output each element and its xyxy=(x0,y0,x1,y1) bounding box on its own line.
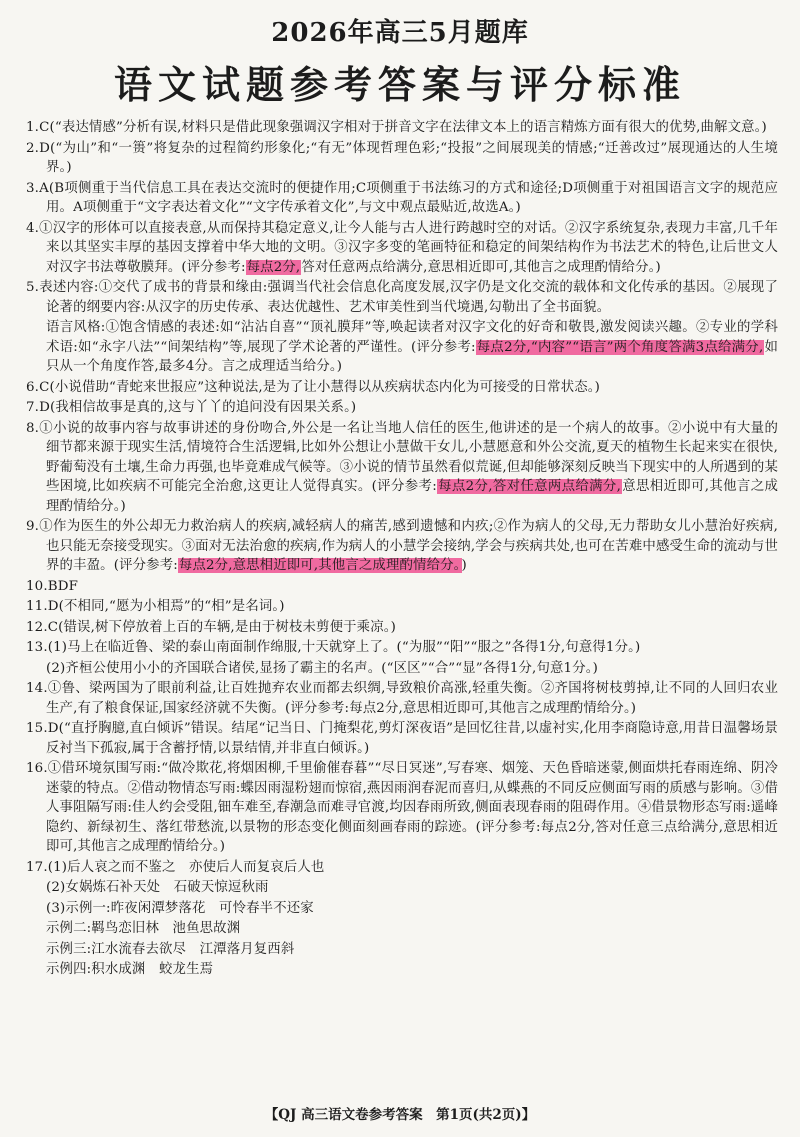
answer-10: 10.BDF xyxy=(26,578,79,594)
answer-13-2: (2)齐桓公使用小小的齐国联合诸侯,显扬了霸主的名声。(“区区”“合”“显”各得1分,句意1分。) xyxy=(46,660,598,676)
answer-3: 3.A(B项侧重于当代信息工具在表达交流时的便捷作用;C项侧重于书法练习的方式和途径;D项侧重于对祖国语言文字的规范应用。A项侧重于“文字表达着文化”“文字传承着文化”,与文中观点最贴近,故选A。) xyxy=(26,180,778,215)
answer-8-text-end: 意思相近即可,其他言之成理酌情给分。) xyxy=(46,479,778,514)
answer-16: 16.①借环境氛围写雨:“做冷欺花,将烟困柳,千里偷催春暮”“尽日冥迷”,写春寒、烟笼、天色昏暗迷蒙,侧面烘托春雨连绵、阴冷迷蒙的特点。②借动物情态写雨:蝶因雨湿粉翅而惊宿,燕因雨润春泥而喜归,从蝶燕的不同反应侧面写雨的质感与影响。③借人事阻隔写雨:佳人约会受阻,钿车难至,春潮急而难寻官渡,均因春雨所致,侧面表现春雨的阻碍作用。④借景物形态写雨:遥峰隐约、新绿初生、落红带愁流,以景物的形态变化侧面刻画春雨的踪迹。(评分参考:每点2分,答对任意三点给满分,意思相近即可,其他言之成理酌情给分。) xyxy=(26,761,778,854)
answer-17-example-3: 示例三:江水流春去欲尽 江潭落月复西斜 xyxy=(46,941,295,957)
answer-13-1: 13.(1)马上在临近鲁、梁的泰山南面制作绵服,十天就穿上了。(“为服”“阳”“服之”各得1分,句意得1分。) xyxy=(26,640,641,655)
answer-17-3: (3)示例一:昨夜闲潭梦落花 可怜春半不还家 xyxy=(46,900,314,916)
page-footer: 【QJ 高三语文卷参考答案 第1页(共2页)】 xyxy=(264,1107,536,1123)
answer-4-text: 4.①汉字的形体可以直接表意,从而保持其稳定意义,让今人能与古人进行跨越时空的对话。②汉字系统复杂,表现力丰富,几千年来以其坚实丰厚的基因支撑着中华大地的文明。③汉字多变的笔画特征和稳定的间架结构作为书法艺术的特色,让后世文人对汉字书法尊敬膜拜。(评分参考: xyxy=(26,220,778,275)
answer-14: 14.①鲁、梁两国为了眼前利益,让百姓抛弃农业而都去织绸,导致粮价高涨,轻重失衡。②齐国将树枝剪掉,让不同的人回归农业生产,有了粮食保证,国家经济就不失衡。(评分参考:每点2分,意思相近即可,其他言之成理酌情给分。) xyxy=(26,681,778,716)
answer-11: 11.D(不相同,“愿为小相焉”的“相”是名词。) xyxy=(26,599,285,614)
answer-17-example-2: 示例二:羁鸟恋旧林 池鱼思故渊 xyxy=(46,921,241,936)
answer-9-text-end: ) xyxy=(461,558,467,573)
answer-5-text: 语言风格:①饱含情感的表述:如“沾沾自喜”“顶礼膜拜”等,唤起读者对汉字文化的好奇和敬畏,激发阅读兴趣。②专业的学科术语:如“永字八法”“间架结构”等,展现了学术论著的严谨性。(评分参考: xyxy=(46,320,778,355)
answer-8 xyxy=(26,419,778,517)
answer-5-text-end: 如只从一个角度作答,最多4分。言之成理适当给分。) xyxy=(46,339,779,374)
answer-8-highlight: 每点2分,答对任意两点给满分, xyxy=(437,479,622,494)
answer-4 xyxy=(26,219,778,278)
answer-1: 1.C(“表达情感”分析有误,材料只是借此现象强调汉字相对于拼音文字在法律文本上的语言精炼方面有很大的优势,曲解文意。) xyxy=(26,120,767,135)
answer-5-highlight: 每点2分,“内容”“语言”两个角度答满3点给满分, xyxy=(476,339,764,355)
answer-5-style xyxy=(26,318,778,377)
answer-list xyxy=(26,118,778,981)
answer-8-text: 8.①小说的故事内容与故事讲述的身份吻合,外公是一名让当地人信任的医生,他讲述的是一个病人的故事。②小说中有大量的细节都来源于现实生活,情境符合生活逻辑,比如外公想让小慧做干女儿,小慧愿意和外公交流,夏天的植物生长起来实在很快,野葡萄没有土壤,生命力再强,也毕竟难成气候等。③小说的情节虽然看似荒诞,但却能够深刻反映当下现实中的人所遇到的某些困境,比如疾病不可能完全治愈,这更让人觉得真实。(评分参考: xyxy=(26,420,778,494)
answer-12: 12.C(错误,树下停放着上百的车辆,是由于树枝未剪便于乘凉。) xyxy=(26,619,396,635)
answer-4-highlight: 每点2分, xyxy=(246,259,301,275)
answer-7: 7.D(我相信故事是真的,这与丫丫的追问没有因果关系。) xyxy=(26,400,357,415)
exam-title: 2026年高三5月题库 xyxy=(271,18,529,48)
document-title: 语文试题参考答案与评分标准 xyxy=(113,62,686,107)
answer-5-content: 5.表述内容:①交代了成书的背景和缘由:强调当代社会信息化高度发展,汉字仍是文化交流的载体和文化传承的基因。②展现了论著的纲要内容:从汉字的历史传承、表达优越性、艺术审美性到当代境遇,勾勒出了全书面貌。 xyxy=(26,280,778,315)
answer-6: 6.C(小说借助“青蛇来世报应”这种说法,是为了让小慧得以从疾病状态内化为可接受的日常状态。) xyxy=(26,379,600,395)
answer-15: 15.D(“直抒胸臆,直白倾诉”错误。结尾“记当日、门掩梨花,剪灯深夜语”是回忆往昔,以虚衬实,化用李商隐诗意,用昔日温馨场景反衬当下孤寂,属于含蓄抒情,以景结情,并非直白倾诉。) xyxy=(26,721,778,756)
answer-17-example-4: 示例四:积水成渊 蛟龙生焉 xyxy=(46,962,214,977)
answer-9 xyxy=(26,517,778,576)
answer-9-highlight: 每点2分,意思相近即可,其他言之成理酌情给分。 xyxy=(178,558,461,573)
answer-9-text: 9.①作为医生的外公却无力救治病人的疾病,减轻病人的痛苦,感到遗憾和内疚;②作为病人的父母,无力帮助女儿小慧治好疾病,也只能无奈接受现实。③面对无法治愈的疾病,作为病人的小慧学会接纳,学会与疾病共处,也可在苦难中感受生命的流动与世界的丰盈。(评分参考: xyxy=(26,519,778,573)
answer-17-2: (2)女娲炼石补天处 石破天惊逗秋雨 xyxy=(46,880,269,895)
answer-4-text-end: 答对任意两点给满分,意思相近即可,其他言之成理酌情给分。) xyxy=(301,259,661,275)
answer-17-1: 17.(1)后人哀之而不鉴之 亦使后人而复哀后人也 xyxy=(26,859,325,875)
answer-2: 2.D(“为山”和“一篑”将复杂的过程简约形象化;“有无”体现哲理色彩;“投报”之间展现美的情感;“迁善改过”展现通达的人生境界。) xyxy=(26,140,778,175)
